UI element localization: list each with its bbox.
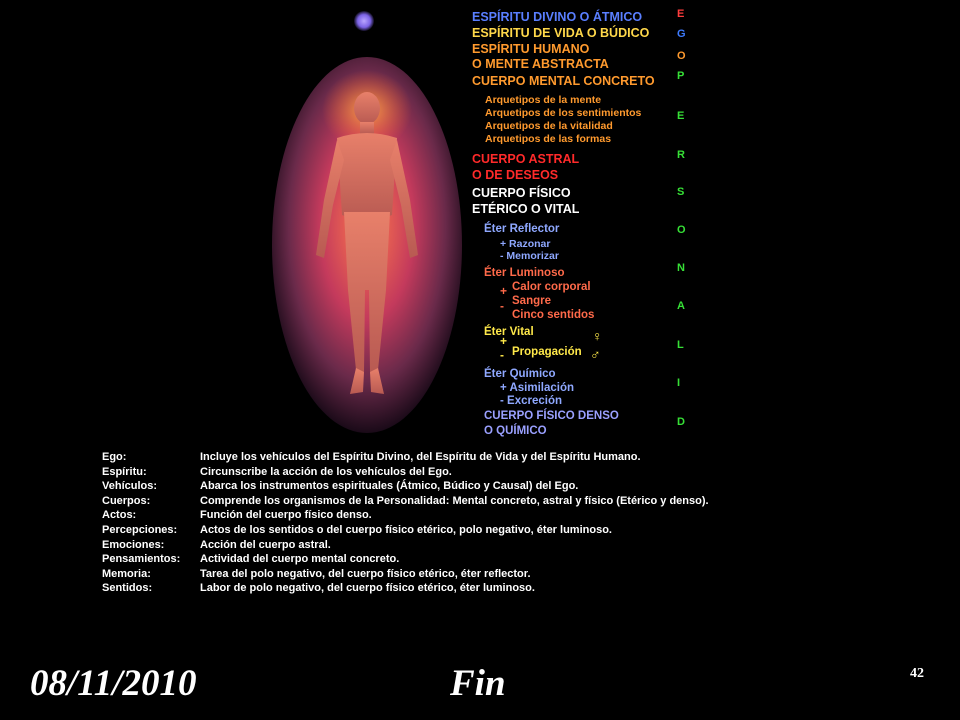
glossary-term: Cuerpos: [102, 494, 151, 507]
glossary-definition: Incluye los vehículos del Espíritu Divino, del Espíritu de Vida y del Espíritu Humano. [200, 451, 641, 463]
plane-label: ESPÍRITU DIVINO O ÁTMICO [472, 10, 643, 24]
plane-label: - Memorizar [500, 250, 559, 262]
glossary-definition: Abarca los instrumentos espirituales (Átmico, Búdico y Causal) del Ego. [200, 480, 579, 493]
luminoso-plus-symbol: + [500, 284, 508, 298]
plane-label: ESPÍRITU HUMANO [472, 42, 590, 56]
plane-label: - Excreción [500, 395, 562, 407]
female-symbol: ♀ [592, 328, 603, 344]
glossary-definition: Actividad del cuerpo mental concreto. [200, 553, 400, 566]
page-number: 42 [910, 666, 924, 681]
personalidad-letter: S [677, 186, 685, 198]
glossary-term: Memoria: [102, 567, 151, 580]
personalidad-letter: O [677, 224, 686, 236]
glossary-term: Pensamientos: [102, 553, 181, 566]
plane-label: CUERPO FÍSICO [472, 186, 571, 200]
plane-label: Éter Luminoso [484, 267, 565, 279]
personalidad-letter: I [677, 377, 681, 389]
plane-label: Arquetipos de la mente [485, 94, 602, 106]
personalidad-letter: P [677, 70, 685, 82]
plane-label: CUERPO ASTRAL [472, 152, 580, 166]
plane-label: Sangre [512, 295, 551, 307]
glossary-definition: Tarea del polo negativo, del cuerpo físico etérico, éter reflector. [200, 567, 531, 580]
plane-label: Calor corporal [512, 281, 591, 293]
glossary-definition: Acción del cuerpo astral. [200, 538, 331, 551]
vital-minus-symbol: - [500, 348, 504, 362]
ego-letter: O [677, 50, 686, 62]
glossary-term: Actos: [102, 509, 137, 522]
glossary-definition: Circunscribe la acción de los vehículos del Ego. [200, 465, 452, 478]
plane-label: Éter Reflector [484, 223, 560, 235]
glossary-definition: Actos de los sentidos o del cuerpo físico etérico, polo negativo, éter luminoso. [200, 524, 612, 536]
plane-label: Cinco sentidos [512, 309, 595, 321]
glossary-term: Percepciones: [102, 524, 178, 536]
glossary-definition: Labor de polo negativo, del cuerpo físico etérico, éter luminoso. [200, 582, 535, 595]
glossary-term: Emociones: [102, 538, 165, 551]
glossary-term: Espíritu: [102, 465, 147, 478]
personalidad-letter: A [677, 300, 685, 312]
date: 08/11/2010 [30, 663, 197, 704]
plane-label: + Razonar [500, 238, 551, 250]
plane-label: ETÉRICO O VITAL [472, 202, 580, 216]
plane-label: CUERPO FÍSICO DENSO [484, 410, 619, 422]
plane-label: O MENTE ABSTRACTA [472, 57, 609, 71]
glossary-term: Sentidos: [102, 582, 153, 595]
plane-label: CUERPO MENTAL CONCRETO [472, 74, 655, 88]
spirit-light-dot [354, 11, 374, 31]
vital-plus-symbol: + [500, 334, 508, 348]
glossary-definition: Función del cuerpo físico denso. [200, 509, 372, 522]
ego-letter: E [677, 8, 685, 20]
glossary-definition: Comprende los organismos de la Personalidad: Mental concreto, astral y físico (Etérico y denso). [200, 494, 709, 507]
personalidad-letter: L [677, 339, 684, 351]
plane-label: + Asimilación [500, 382, 575, 394]
human-aura-figure [240, 0, 480, 440]
plane-label: Éter Vital [484, 326, 534, 338]
personalidad-letter: D [677, 416, 685, 428]
plane-label: O QUÍMICO [484, 425, 547, 437]
personalidad-letter: R [677, 149, 685, 161]
aura-illustration [240, 0, 480, 440]
ego-letter: G [677, 28, 686, 40]
luminoso-minus-symbol: - [500, 299, 504, 313]
plane-label: Éter Químico [484, 368, 556, 380]
plane-label: Arquetipos de las formas [485, 133, 612, 145]
personalidad-letter: N [677, 262, 685, 274]
glossary-term: Vehículos: [102, 480, 158, 493]
plane-label: Arquetipos de los sentimientos [485, 107, 642, 119]
plane-label: Propagación [512, 346, 582, 358]
plane-label: Arquetipos de la vitalidad [485, 120, 613, 132]
personalidad-letter: E [677, 110, 685, 122]
title-fin: Fin [450, 663, 506, 704]
glossary-term: Ego: [102, 451, 127, 463]
plane-label: ESPÍRITU DE VIDA O BÚDICO [472, 26, 650, 40]
male-symbol: ♂ [590, 346, 601, 362]
plane-label: O DE DESEOS [472, 168, 559, 182]
